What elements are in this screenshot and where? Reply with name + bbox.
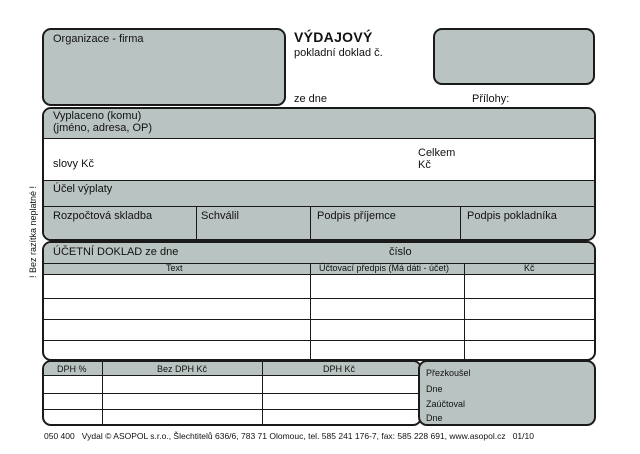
vat-column-rate: DPH % xyxy=(57,364,87,374)
vat-header-band xyxy=(44,362,420,375)
document-title: VÝDAJOVÝ xyxy=(294,29,373,45)
paid-to-label: Vyplaceno (komu) xyxy=(53,110,142,122)
paid-to-sub: (jméno, adresa, OP) xyxy=(53,122,153,134)
approval-date-2: Dne xyxy=(426,413,443,423)
vat-column-amount: DPH Kč xyxy=(323,364,356,374)
signature-budget: Rozpočtová skladba xyxy=(53,210,153,222)
organization-label: Organizace - firma xyxy=(53,33,144,45)
column-posting: Účtovací předpis (Má dáti - účet) xyxy=(319,263,450,273)
document-subtitle: pokladní doklad č. xyxy=(294,47,383,59)
column-amount: Kč xyxy=(524,263,535,273)
accounting-table xyxy=(42,241,596,361)
approval-checked: Přezkoušel xyxy=(426,368,471,378)
total-currency: Kč xyxy=(418,159,431,171)
purpose-label: Účel výplaty xyxy=(53,183,113,195)
approval-date-1: Dne xyxy=(426,384,443,394)
approval-posted: Zaúčtoval xyxy=(426,399,466,409)
date-label: ze dne xyxy=(294,93,328,105)
signature-approved: Schválil xyxy=(201,210,239,222)
accounting-doc-label: ÚČETNÍ DOKLAD ze dne xyxy=(53,246,179,258)
vat-table xyxy=(42,360,422,426)
total-label: Celkem xyxy=(418,147,456,159)
publisher-footer: 050 400 Vydal © ASOPOL s.r.o., Šlechtitelů 636/6, 783 71 Olomouc, tel. 585 241 176-7, fax: 585 228 691, www.asopol.cz 01/10 xyxy=(44,431,534,441)
signature-cashier: Podpis pokladníka xyxy=(467,210,557,222)
document-number-box xyxy=(433,28,595,85)
signature-recipient: Podpis příjemce xyxy=(317,210,396,222)
column-text: Text xyxy=(166,263,183,273)
vat-column-base: Bez DPH Kč xyxy=(157,364,208,374)
stamp-note: ! Bez razítka neplatné ! xyxy=(28,185,38,278)
words-label: slovy Kč xyxy=(53,158,94,170)
accounting-number-label: číslo xyxy=(389,246,412,258)
attachments-label: Přílohy: xyxy=(472,93,510,105)
